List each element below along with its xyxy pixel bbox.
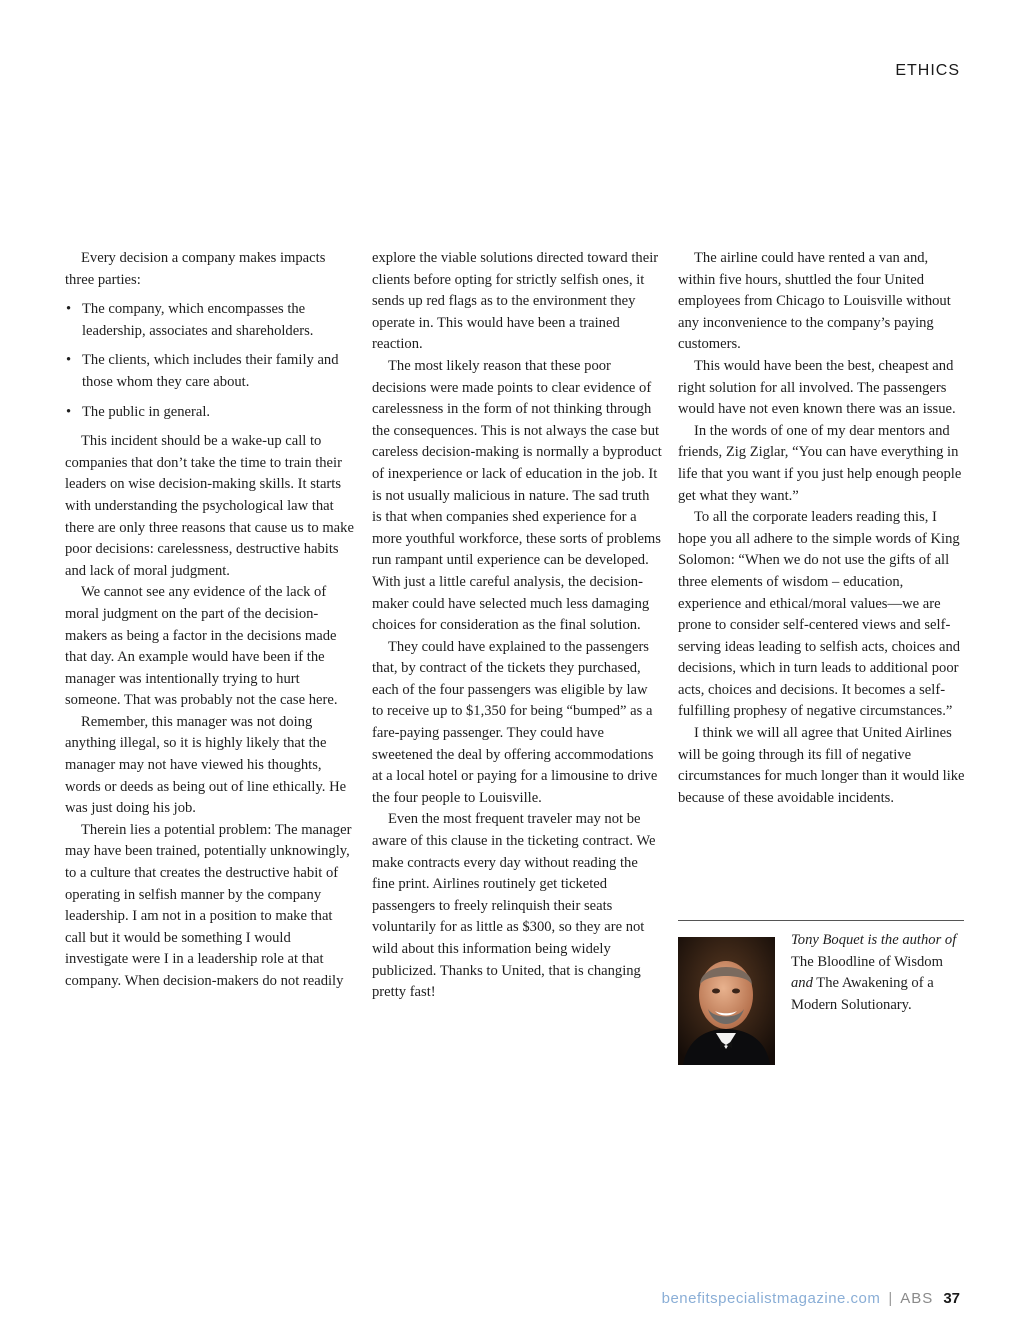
article-column-1 xyxy=(65,248,355,993)
paragraph: Therein lies a potential problem: The manager may have been trained, potentially unknowingly, to a culture that creates the destructive habit of operating in selfish manner by the company leadership. I am not in a position to make that call but it would be something I would investigate were I in a leadership role at that company. When decision-makers do not readily xyxy=(65,821,352,989)
paragraph: I think we will all agree that United Airlines will be going through its fill of negative circumstances for much longer than it would like because of these avoidable incidents. xyxy=(678,725,965,806)
paragraph: This incident should be a wake-up call to companies that don’t take the time to train their leaders on wise decision-making skills. It starts with understanding the psychological law that there are only three reasons that cause us to make poor decisions: carelessness, destructive habits and lack of moral judgment. xyxy=(65,433,354,579)
paragraph: Remember, this manager was not doing anything illegal, so it is highly likely that the manager may not have viewed his thoughts, words or deeds as being out of line ethically. He was just doing his job. xyxy=(65,713,347,817)
bio-conjunction: and xyxy=(791,975,813,992)
bio-intro: Tony Boquet is the author of xyxy=(791,932,957,948)
paragraph: Even the most frequent traveler may not be aware of this clause in the ticketing contract. We make contracts every day without reading the fine print. Airlines routinely get ticketed passengers to freely relinquish their seats voluntarily for as little as $300, so they are not wild about this information being widely publicized. Thanks to United, that is changing pretty fast! xyxy=(372,811,656,1001)
author-photo xyxy=(678,937,775,1065)
paragraph: This would have been the best, cheapest and right solution for all involved. The passengers would have not even known there was an issue. xyxy=(678,357,956,418)
footer-separator: | xyxy=(888,1290,893,1307)
list-item: • The company, which encompasses the leadership, associates and shareholders. xyxy=(65,299,355,342)
paragraph: We cannot see any evidence of the lack of moral judgment on the part of the decision-makers as being a factor in the decisions made that day. An example would have been if the manager was intentionally trying to hurt someone. That was probably not the case here. xyxy=(65,584,338,709)
author-bio xyxy=(791,930,966,1016)
publication-name: ABS xyxy=(900,1290,934,1307)
article-column-3 xyxy=(678,248,966,809)
list-item: • The clients, which includes their family and those whom they care about. xyxy=(65,350,355,393)
list-item: • The public in general. xyxy=(65,402,355,424)
paragraph: To all the corporate leaders reading this, I hope you all adhere to the simple words of King Solomon: “When we do not use the gifts of all three elements of wisdom – education, experience and ethical/moral values—we are prone to consider self-centered views and self-serving ideas leading to selfish acts, choices and decisions, which in turn leads to additional poor acts, choices and decisions. It becomes a self-fulfilling prophesy of negative circumstances.” xyxy=(678,509,961,720)
section-label: ETHICS xyxy=(895,62,960,79)
book-title: The Bloodline of Wisdom xyxy=(791,953,943,970)
bio-divider xyxy=(678,920,964,921)
paragraph: In the words of one of my dear mentors and friends, Zig Ziglar, “You can have everything in life that you want if you just help enough people get what they want.” xyxy=(678,422,962,504)
website-link[interactable]: benefitspecialistmagazine.com xyxy=(661,1290,881,1307)
intro-paragraph: Every decision a company makes impacts three parties: xyxy=(65,250,326,288)
book-title: The Awakening of a Modern Solutionary. xyxy=(791,975,934,1013)
paragraph: explore the viable solutions directed toward their clients before opting for strictly selfish ones, it sends up red flags as to the environment they operate in. This would have been a trained reaction. xyxy=(372,250,659,353)
paragraph: The airline could have rented a van and, within five hours, shuttled the four United employees from Chicago to Louisville without any inconvenience to the company’s paying customers. xyxy=(678,250,951,353)
page-number: 37 xyxy=(943,1290,960,1307)
page-footer xyxy=(662,1290,960,1307)
article-column-2 xyxy=(372,248,662,1004)
paragraph: The most likely reason that these poor decisions were made points to clear evidence of carelessness in the form of not thinking through the consequences. This is not always the case but careless decision-making is normally a byproduct of inexperience or lack of education in the job. It is not usually malicious in nature. The sad truth is that when companies shed experience for a more youthful workforce, these sorts of problems run rampant until experience can be developed. With just a little careful analysis, the decision-maker could have selected much less damaging choices for consideration as the final solution. xyxy=(372,357,662,634)
paragraph: They could have explained to the passengers that, by contract of the tickets they purchased, each of the four passengers was eligible by law to receive up to $1,350 for being “bumped” as a fare-paying passenger. They could have sweetened the deal by offering accommodations at a local hotel or paying for a limousine to drive the four people to Louisville. xyxy=(372,638,658,806)
parties-list xyxy=(65,299,355,423)
